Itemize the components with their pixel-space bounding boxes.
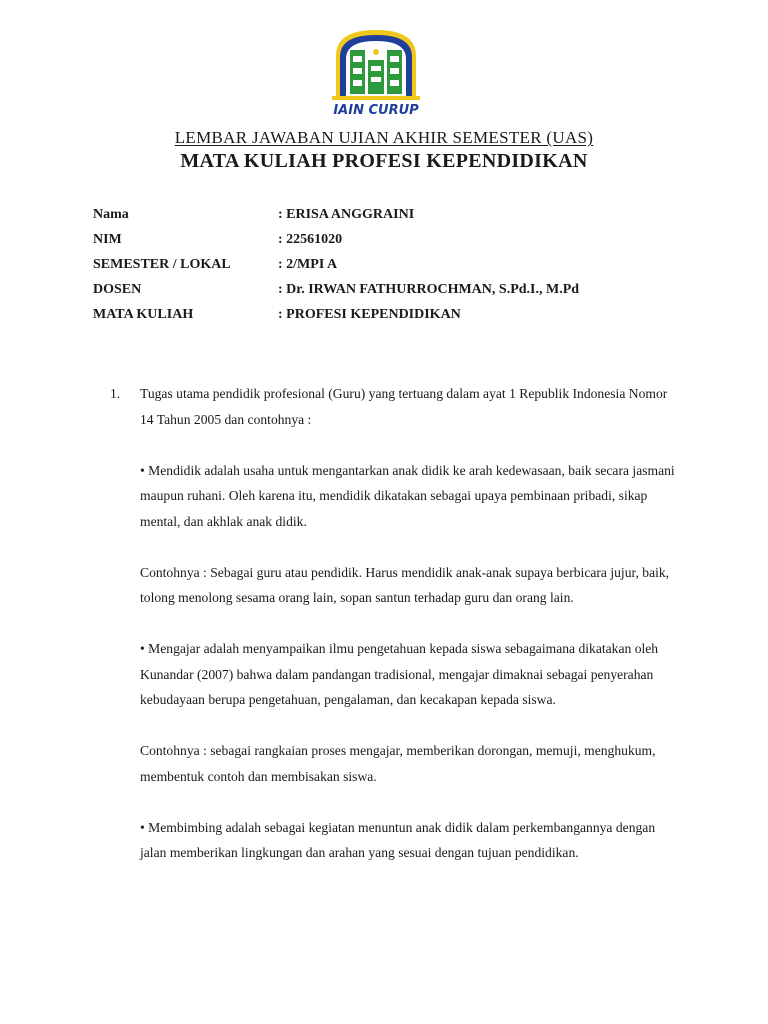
info-row-dosen xyxy=(93,281,579,306)
info-value: : 22561020 xyxy=(278,232,343,247)
answer-paragraph-mendidik: • Mendidik adalah usaha untuk mengantarkan anak didik ke arah kedewasaan, baik secara jasmani maupun ruhani. Oleh karena itu, mendidik dikatakan sebagai upaya pembinaan pribadi, sikap mental, dan akhlak anak didik. xyxy=(140,462,675,529)
info-label: MATA KULIAH xyxy=(93,307,194,322)
info-label: SEMESTER / LOKAL xyxy=(93,257,231,272)
info-row-semester xyxy=(93,256,579,281)
info-value: : PROFESI KEPENDIDIKAN xyxy=(278,307,461,322)
info-value: : 2/MPI A xyxy=(278,257,338,272)
answer-paragraph-example: Contohnya : sebagai rangkaian proses mengajar, memberikan dorongan, memuji, menghukum, membentuk contoh dan membisakan siswa. xyxy=(140,743,656,784)
question-number: 1. xyxy=(110,386,121,401)
course-title: MATA KULIAH PROFESI KEPENDIDIKAN xyxy=(180,150,588,172)
info-label: NIM xyxy=(93,232,122,247)
iain-curup-logo-icon xyxy=(330,26,422,118)
info-label: Nama xyxy=(93,207,129,222)
svg-text:IAIN CURUP: IAIN CURUP xyxy=(333,103,419,118)
info-row-nim xyxy=(93,231,579,256)
answer-paragraph-mengajar: • Mengajar adalah menyampaikan ilmu pengetahuan kepada siswa sebagaimana dikatakan oleh Kunandar (2007) bahwa dalam pandangan tradisional, mengajar dimaknai sebagai penyerahan kebudayaan berupa pengetahuan, pengalaman, dan kecakapan kepada siswa. xyxy=(140,641,659,707)
exam-sheet-title: LEMBAR JAWABAN UJIAN AKHIR SEMESTER (UAS) xyxy=(174,128,594,147)
student-info xyxy=(93,206,579,331)
info-value: : ERISA ANGGRAINI xyxy=(278,207,415,222)
answer-paragraph-membimbing: • Membimbing adalah sebagai kegiatan menuntun anak didik dalam perkembangannya dengan jalan memberikan lingkungan dan arahan yang sesuai dengan tujuan pendidikan. xyxy=(140,819,656,860)
question-text: Tugas utama pendidik profesional (Guru) yang tertuang dalam ayat 1 Republik Indonesia Nomor 14 Tahun 2005 dan contohnya : xyxy=(140,386,668,427)
institution-logo xyxy=(330,26,422,118)
info-row-mata-kuliah xyxy=(93,306,579,331)
question-header xyxy=(110,381,682,432)
info-value: : Dr. IRWAN FATHURROCHMAN, S.Pd.I., M.Pd xyxy=(278,282,580,297)
info-row-nama xyxy=(93,206,579,231)
answer-paragraph-example: Contohnya : Sebagai guru atau pendidik. Harus mendidik anak-anak supaya berbicara jujur, baik, tolong menolong sesama orang lain, sopan santun terhadap guru dan orang lain. xyxy=(140,564,670,605)
info-label: DOSEN xyxy=(93,282,142,297)
question-1 xyxy=(110,381,682,866)
